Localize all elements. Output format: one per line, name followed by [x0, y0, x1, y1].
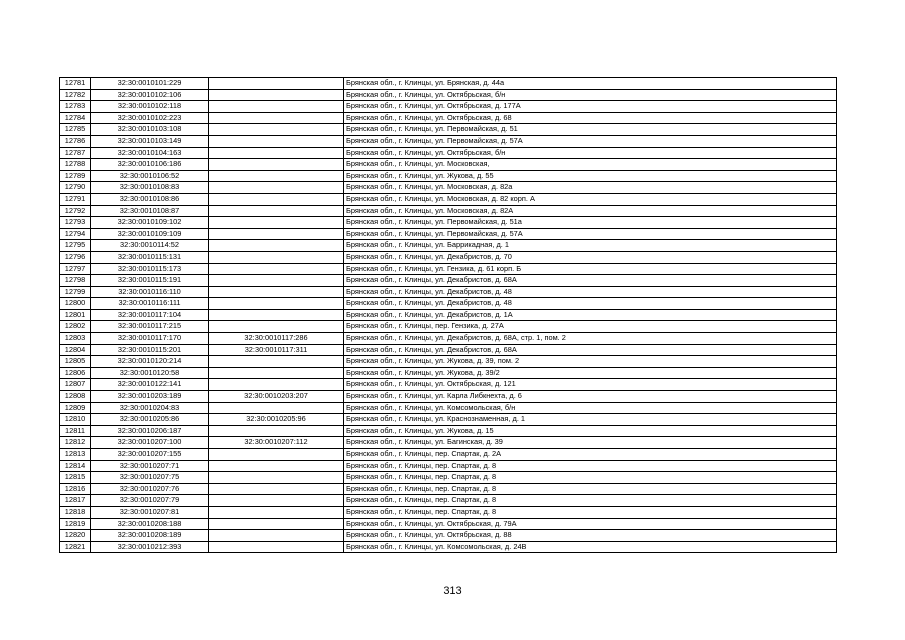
- cell-row-number: 12802: [60, 321, 91, 333]
- cell-cadastral-number: 32:30:0010114:52: [91, 240, 209, 252]
- cell-row-number: 12806: [60, 367, 91, 379]
- cell-address: Брянская обл., г. Клинцы, ул. Гензика, д. 61 корп. Б: [344, 263, 837, 275]
- cell-address: Брянская обл., г. Клинцы, пер. Гензика, д. 27А: [344, 321, 837, 333]
- cell-row-number: 12798: [60, 275, 91, 287]
- cell-cadastral-number: 32:30:0010205:86: [91, 414, 209, 426]
- cell-cadastral-number: 32:30:0010103:108: [91, 124, 209, 136]
- cell-row-number: 12811: [60, 425, 91, 437]
- cell-related-cadastral-number: [209, 89, 344, 101]
- property-register-table: [59, 77, 837, 553]
- cell-related-cadastral-number: 32:30:0010117:286: [209, 333, 344, 345]
- cell-row-number: 12785: [60, 124, 91, 136]
- cell-cadastral-number: 32:30:0010108:86: [91, 193, 209, 205]
- cell-row-number: 12800: [60, 298, 91, 310]
- cell-address: Брянская обл., г. Клинцы, ул. Декабристов, д. 68А: [344, 344, 837, 356]
- cell-row-number: 12790: [60, 182, 91, 194]
- cell-related-cadastral-number: [209, 135, 344, 147]
- cell-row-number: 12797: [60, 263, 91, 275]
- page-number: 313: [443, 585, 462, 597]
- cell-row-number: 12807: [60, 379, 91, 391]
- cell-related-cadastral-number: [209, 449, 344, 461]
- cell-related-cadastral-number: [209, 228, 344, 240]
- cell-address: Брянская обл., г. Клинцы, пер. Спартак, д. 8: [344, 460, 837, 472]
- cell-cadastral-number: 32:30:0010102:118: [91, 101, 209, 113]
- cell-related-cadastral-number: 32:30:0010117:311: [209, 344, 344, 356]
- cell-row-number: 12810: [60, 414, 91, 426]
- cell-address: Брянская обл., г. Клинцы, ул. Жукова, д. 39, пом. 2: [344, 356, 837, 368]
- cell-cadastral-number: 32:30:0010206:187: [91, 425, 209, 437]
- cell-address: Брянская обл., г. Клинцы, ул. Московская, д. 82а: [344, 182, 837, 194]
- table-row: [60, 309, 837, 321]
- cell-cadastral-number: 32:30:0010106:52: [91, 170, 209, 182]
- cell-address: Брянская обл., г. Клинцы, ул. Декабристов, д. 68А, стр. 1, пом. 2: [344, 333, 837, 345]
- cell-cadastral-number: 32:30:0010207:100: [91, 437, 209, 449]
- cell-row-number: 12813: [60, 449, 91, 461]
- cell-row-number: 12789: [60, 170, 91, 182]
- cell-address: Брянская обл., г. Клинцы, ул. Карла Либкнехта, д. 6: [344, 391, 837, 403]
- table-row: [60, 530, 837, 542]
- cell-address: Брянская обл., г. Клинцы, пер. Спартак, д. 8: [344, 495, 837, 507]
- cell-address: Брянская обл., г. Клинцы, ул. Московская,: [344, 159, 837, 171]
- cell-row-number: 12792: [60, 205, 91, 217]
- table-row: [60, 472, 837, 484]
- cell-cadastral-number: 32:30:0010207:81: [91, 506, 209, 518]
- cell-address: Брянская обл., г. Клинцы, ул. Октябрьская, д. 68: [344, 112, 837, 124]
- cell-related-cadastral-number: [209, 356, 344, 368]
- cell-address: Брянская обл., г. Клинцы, ул. Московская, д. 82 корп. А: [344, 193, 837, 205]
- cell-related-cadastral-number: [209, 78, 344, 90]
- cell-address: Брянская обл., г. Клинцы, ул. Декабристов, д. 48: [344, 286, 837, 298]
- cell-address: Брянская обл., г. Клинцы, ул. Декабристов, д. 1А: [344, 309, 837, 321]
- table-row: [60, 78, 837, 90]
- cell-cadastral-number: 32:30:0010102:223: [91, 112, 209, 124]
- cell-related-cadastral-number: [209, 460, 344, 472]
- table-row: [60, 205, 837, 217]
- cell-row-number: 12794: [60, 228, 91, 240]
- cell-related-cadastral-number: [209, 147, 344, 159]
- cell-row-number: 12808: [60, 391, 91, 403]
- table-row: [60, 228, 837, 240]
- cell-address: Брянская обл., г. Клинцы, ул. Октябрьская, д. 88: [344, 530, 837, 542]
- cell-related-cadastral-number: [209, 379, 344, 391]
- cell-related-cadastral-number: [209, 217, 344, 229]
- table-body: [60, 78, 837, 553]
- table-row: [60, 321, 837, 333]
- cell-related-cadastral-number: [209, 321, 344, 333]
- cell-related-cadastral-number: [209, 298, 344, 310]
- cell-row-number: 12782: [60, 89, 91, 101]
- cell-row-number: 12801: [60, 309, 91, 321]
- cell-address: Брянская обл., г. Клинцы, ул. Октябрьская, д. 79А: [344, 518, 837, 530]
- cell-row-number: 12818: [60, 506, 91, 518]
- table-row: [60, 159, 837, 171]
- cell-related-cadastral-number: [209, 518, 344, 530]
- cell-related-cadastral-number: [209, 263, 344, 275]
- cell-address: Брянская обл., г. Клинцы, ул. Баррикадная, д. 1: [344, 240, 837, 252]
- cell-address: Брянская обл., г. Клинцы, пер. Спартак, д. 8: [344, 472, 837, 484]
- cell-address: Брянская обл., г. Клинцы, ул. Первомайская, д. 51а: [344, 217, 837, 229]
- cell-address: Брянская обл., г. Клинцы, ул. Октябрьская, д. 121: [344, 379, 837, 391]
- cell-address: Брянская обл., г. Клинцы, пер. Спартак, д. 8: [344, 506, 837, 518]
- cell-address: Брянская обл., г. Клинцы, ул. Комсомольская, б/н: [344, 402, 837, 414]
- cell-row-number: 12787: [60, 147, 91, 159]
- cell-related-cadastral-number: [209, 483, 344, 495]
- cell-row-number: 12812: [60, 437, 91, 449]
- cell-row-number: 12788: [60, 159, 91, 171]
- cell-address: Брянская обл., г. Клинцы, ул. Московская, д. 82А: [344, 205, 837, 217]
- table-row: [60, 367, 837, 379]
- cell-cadastral-number: 32:30:0010207:75: [91, 472, 209, 484]
- cell-related-cadastral-number: [209, 205, 344, 217]
- cell-cadastral-number: 32:30:0010115:191: [91, 275, 209, 287]
- cell-row-number: 12815: [60, 472, 91, 484]
- cell-related-cadastral-number: [209, 182, 344, 194]
- table-row: [60, 506, 837, 518]
- cell-cadastral-number: 32:30:0010104:163: [91, 147, 209, 159]
- cell-related-cadastral-number: [209, 506, 344, 518]
- table-row: [60, 263, 837, 275]
- cell-address: Брянская обл., г. Клинцы, ул. Октябрьская, б/н: [344, 147, 837, 159]
- cell-cadastral-number: 32:30:0010117:170: [91, 333, 209, 345]
- cell-address: Брянская обл., г. Клинцы, ул. Краснознаменная, д. 1: [344, 414, 837, 426]
- cell-cadastral-number: 32:30:0010115:131: [91, 251, 209, 263]
- cell-row-number: 12783: [60, 101, 91, 113]
- table-row: [60, 402, 837, 414]
- cell-cadastral-number: 32:30:0010109:109: [91, 228, 209, 240]
- cell-cadastral-number: 32:30:0010108:83: [91, 182, 209, 194]
- cell-cadastral-number: 32:30:0010116:111: [91, 298, 209, 310]
- table-row: [60, 251, 837, 263]
- cell-related-cadastral-number: [209, 286, 344, 298]
- table-row: [60, 147, 837, 159]
- cell-cadastral-number: 32:30:0010204:83: [91, 402, 209, 414]
- table-row: [60, 101, 837, 113]
- cell-row-number: 12781: [60, 78, 91, 90]
- cell-cadastral-number: 32:30:0010120:214: [91, 356, 209, 368]
- cell-address: Брянская обл., г. Клинцы, ул. Декабристов, д. 68А: [344, 275, 837, 287]
- cell-row-number: 12795: [60, 240, 91, 252]
- cell-row-number: 12805: [60, 356, 91, 368]
- cell-cadastral-number: 32:30:0010212:393: [91, 541, 209, 553]
- cell-row-number: 12803: [60, 333, 91, 345]
- cell-address: Брянская обл., г. Клинцы, ул. Декабристов, д. 70: [344, 251, 837, 263]
- table-row: [60, 425, 837, 437]
- table-row: [60, 193, 837, 205]
- cell-related-cadastral-number: [209, 193, 344, 205]
- table-row: [60, 275, 837, 287]
- cell-related-cadastral-number: [209, 495, 344, 507]
- cell-related-cadastral-number: [209, 541, 344, 553]
- cell-address: Брянская обл., г. Клинцы, пер. Спартак, д. 2А: [344, 449, 837, 461]
- table-row: [60, 217, 837, 229]
- cell-row-number: 12784: [60, 112, 91, 124]
- cell-cadastral-number: 32:30:0010203:189: [91, 391, 209, 403]
- cell-related-cadastral-number: [209, 124, 344, 136]
- cell-related-cadastral-number: [209, 367, 344, 379]
- cell-row-number: 12820: [60, 530, 91, 542]
- cell-cadastral-number: 32:30:0010122:141: [91, 379, 209, 391]
- cell-address: Брянская обл., г. Клинцы, ул. Жукова, д. 39/2: [344, 367, 837, 379]
- table-row: [60, 298, 837, 310]
- cell-address: Брянская обл., г. Клинцы, ул. Багинская, д. 39: [344, 437, 837, 449]
- cell-row-number: 12816: [60, 483, 91, 495]
- cell-address: Брянская обл., г. Клинцы, ул. Октябрьская, б/н: [344, 89, 837, 101]
- cell-cadastral-number: 32:30:0010115:201: [91, 344, 209, 356]
- cell-cadastral-number: 32:30:0010207:76: [91, 483, 209, 495]
- cell-row-number: 12799: [60, 286, 91, 298]
- cell-related-cadastral-number: [209, 170, 344, 182]
- cell-address: Брянская обл., г. Клинцы, ул. Декабристов, д. 48: [344, 298, 837, 310]
- table-row: [60, 240, 837, 252]
- cell-cadastral-number: 32:30:0010207:71: [91, 460, 209, 472]
- table-row: [60, 414, 837, 426]
- cell-related-cadastral-number: [209, 101, 344, 113]
- table-row: [60, 344, 837, 356]
- table-row: [60, 495, 837, 507]
- cell-cadastral-number: 32:30:0010120:58: [91, 367, 209, 379]
- cell-cadastral-number: 32:30:0010117:104: [91, 309, 209, 321]
- cell-row-number: 12804: [60, 344, 91, 356]
- cell-related-cadastral-number: [209, 240, 344, 252]
- cell-address: Брянская обл., г. Клинцы, пер. Спартак, д. 8: [344, 483, 837, 495]
- cell-address: Брянская обл., г. Клинцы, ул. Октябрьская, д. 177А: [344, 101, 837, 113]
- cell-cadastral-number: 32:30:0010103:149: [91, 135, 209, 147]
- table-row: [60, 135, 837, 147]
- cell-related-cadastral-number: [209, 309, 344, 321]
- table-row: [60, 89, 837, 101]
- cell-related-cadastral-number: [209, 530, 344, 542]
- cell-related-cadastral-number: 32:30:0010207:112: [209, 437, 344, 449]
- cell-row-number: 12821: [60, 541, 91, 553]
- cell-related-cadastral-number: [209, 275, 344, 287]
- table-row: [60, 182, 837, 194]
- table-row: [60, 356, 837, 368]
- cell-row-number: 12814: [60, 460, 91, 472]
- table-row: [60, 460, 837, 472]
- cell-row-number: 12791: [60, 193, 91, 205]
- cell-row-number: 12786: [60, 135, 91, 147]
- table-row: [60, 391, 837, 403]
- table-row: [60, 379, 837, 391]
- table-row: [60, 286, 837, 298]
- cell-related-cadastral-number: 32:30:0010203:207: [209, 391, 344, 403]
- cell-cadastral-number: 32:30:0010207:155: [91, 449, 209, 461]
- cell-row-number: 12796: [60, 251, 91, 263]
- cell-related-cadastral-number: [209, 425, 344, 437]
- table-row: [60, 483, 837, 495]
- table-row: [60, 170, 837, 182]
- cell-cadastral-number: 32:30:0010108:87: [91, 205, 209, 217]
- table-row: [60, 333, 837, 345]
- cell-related-cadastral-number: [209, 402, 344, 414]
- cell-cadastral-number: 32:30:0010109:102: [91, 217, 209, 229]
- cell-related-cadastral-number: 32:30:0010205:96: [209, 414, 344, 426]
- cell-cadastral-number: 32:30:0010101:229: [91, 78, 209, 90]
- cell-cadastral-number: 32:30:0010116:110: [91, 286, 209, 298]
- cell-address: Брянская обл., г. Клинцы, ул. Жукова, д. 55: [344, 170, 837, 182]
- cell-address: Брянская обл., г. Клинцы, ул. Первомайская, д. 57А: [344, 135, 837, 147]
- cell-cadastral-number: 32:30:0010207:79: [91, 495, 209, 507]
- table-row: [60, 518, 837, 530]
- cell-cadastral-number: 32:30:0010208:189: [91, 530, 209, 542]
- cell-row-number: 12817: [60, 495, 91, 507]
- cell-cadastral-number: 32:30:0010115:173: [91, 263, 209, 275]
- table-row: [60, 112, 837, 124]
- cell-cadastral-number: 32:30:0010106:186: [91, 159, 209, 171]
- cell-related-cadastral-number: [209, 251, 344, 263]
- table-row: [60, 124, 837, 136]
- cell-related-cadastral-number: [209, 472, 344, 484]
- cell-row-number: 12819: [60, 518, 91, 530]
- table-row: [60, 437, 837, 449]
- table-row: [60, 449, 837, 461]
- cell-row-number: 12793: [60, 217, 91, 229]
- cell-related-cadastral-number: [209, 112, 344, 124]
- cell-cadastral-number: 32:30:0010102:106: [91, 89, 209, 101]
- cell-address: Брянская обл., г. Клинцы, ул. Комсомольская, д. 24В: [344, 541, 837, 553]
- cell-address: Брянская обл., г. Клинцы, ул. Жукова, д. 15: [344, 425, 837, 437]
- cell-address: Брянская обл., г. Клинцы, ул. Первомайская, д. 57А: [344, 228, 837, 240]
- cell-address: Брянская обл., г. Клинцы, ул. Брянская, д. 44а: [344, 78, 837, 90]
- cell-related-cadastral-number: [209, 159, 344, 171]
- cell-cadastral-number: 32:30:0010208:188: [91, 518, 209, 530]
- table-row: [60, 541, 837, 553]
- cell-row-number: 12809: [60, 402, 91, 414]
- cell-cadastral-number: 32:30:0010117:215: [91, 321, 209, 333]
- cell-address: Брянская обл., г. Клинцы, ул. Первомайская, д. 51: [344, 124, 837, 136]
